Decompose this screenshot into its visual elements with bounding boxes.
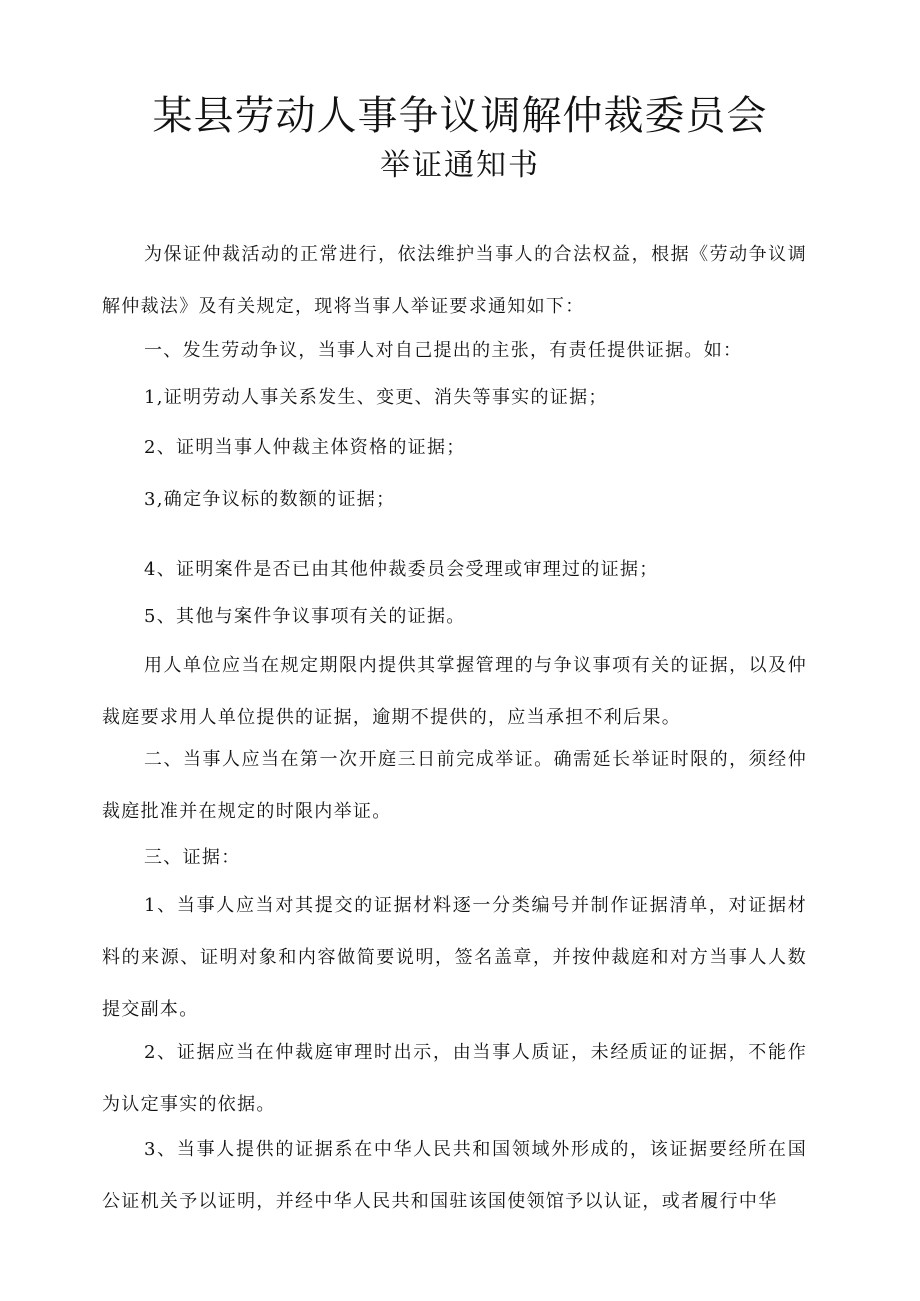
employer-paragraph: 用人单位应当在规定期限内提供其掌握管理的与争议事项有关的证据，以及仲裁庭要求用人单位提供的证据，逾期不提供的，应当承担不利后果。 [102, 655, 807, 728]
section3-item-2: 2、证据应当在仲裁庭审理时出示，由当事人质证，未经质证的证据，不能作为认定事实的依据。 [102, 1042, 807, 1115]
document-subtitle: 举证通知书 [380, 148, 540, 183]
section3-item-1: 1、当事人应当对其提交的证据材料逐一分类编号并制作证据清单，对证据材料的来源、证明对象和内容做简要说明，签名盖章，并按仲裁庭和对方当事人人数提交副本。 [102, 895, 807, 1020]
section1-item-5: 5、其他与案件争议事项有关的证据。 [144, 606, 466, 627]
section1-item-3: 3,确定争议标的数额的证据； [144, 489, 396, 510]
section1-item-1: 1,证明劳动人事关系发生、变更、消失等事实的证据； [144, 387, 608, 408]
section3-item-3: 3、当事人提供的证据系在中华人民共和国领域外形成的，该证据要经所在国公证机关予以证明，并经中华人民共和国驻该国使领馆予以认证，或者履行中华 [102, 1139, 807, 1212]
section1-item-2: 2、证明当事人仲裁主体资格的证据； [144, 437, 466, 458]
section1-heading: 一、发生劳动争议，当事人对自己提出的主张，有责任提供证据。如： [144, 340, 743, 361]
section2-paragraph: 二、当事人应当在第一次开庭三日前完成举证。确需延长举证时限的，须经仲裁庭批准并在规定的时限内举证。 [102, 749, 807, 822]
document-title: 某县劳动人事争议调解仲裁委员会 [152, 93, 768, 139]
section1-item-4: 4、证明案件是否已由其他仲裁委员会受理或审理过的证据； [144, 559, 659, 580]
intro-paragraph: 为保证仲裁活动的正常进行，依法维护当事人的合法权益，根据《劳动争议调解仲裁法》及有关规定，现将当事人举证要求通知如下： [102, 244, 807, 317]
section3-heading: 三、证据： [144, 847, 241, 868]
